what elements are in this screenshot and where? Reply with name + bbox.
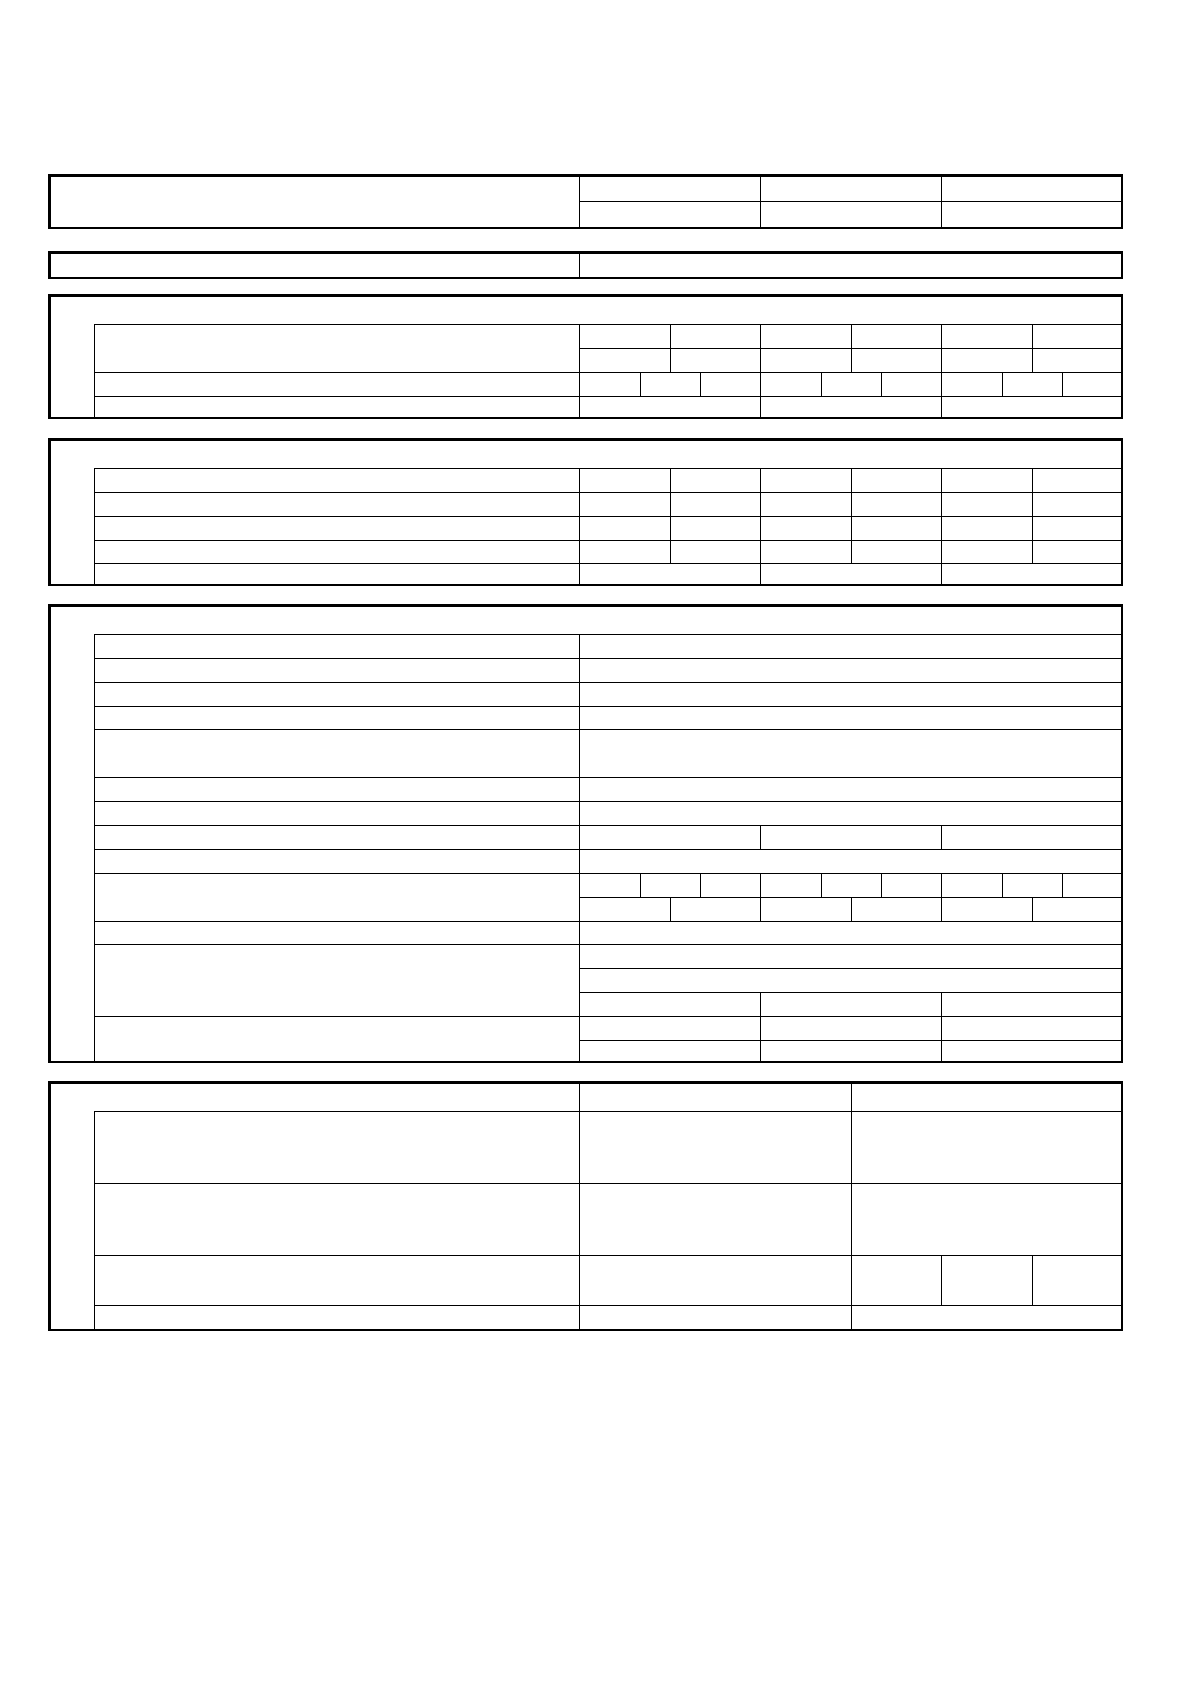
- section-a-block: [48, 294, 1123, 419]
- section-a-title: [55, 299, 1055, 319]
- row-1-value: [583, 256, 1118, 276]
- section-c-block: [48, 604, 1123, 1063]
- section-b-title: [55, 443, 1055, 463]
- section-d-title: [55, 1086, 575, 1106]
- row-block-1: [48, 251, 1123, 279]
- row-1-label: [55, 256, 575, 276]
- section-c-title: [55, 609, 1055, 629]
- section-b-block: [48, 438, 1123, 586]
- header-block: [48, 174, 1123, 229]
- header-label-cell: [55, 179, 575, 223]
- section-d-block: [48, 1081, 1123, 1331]
